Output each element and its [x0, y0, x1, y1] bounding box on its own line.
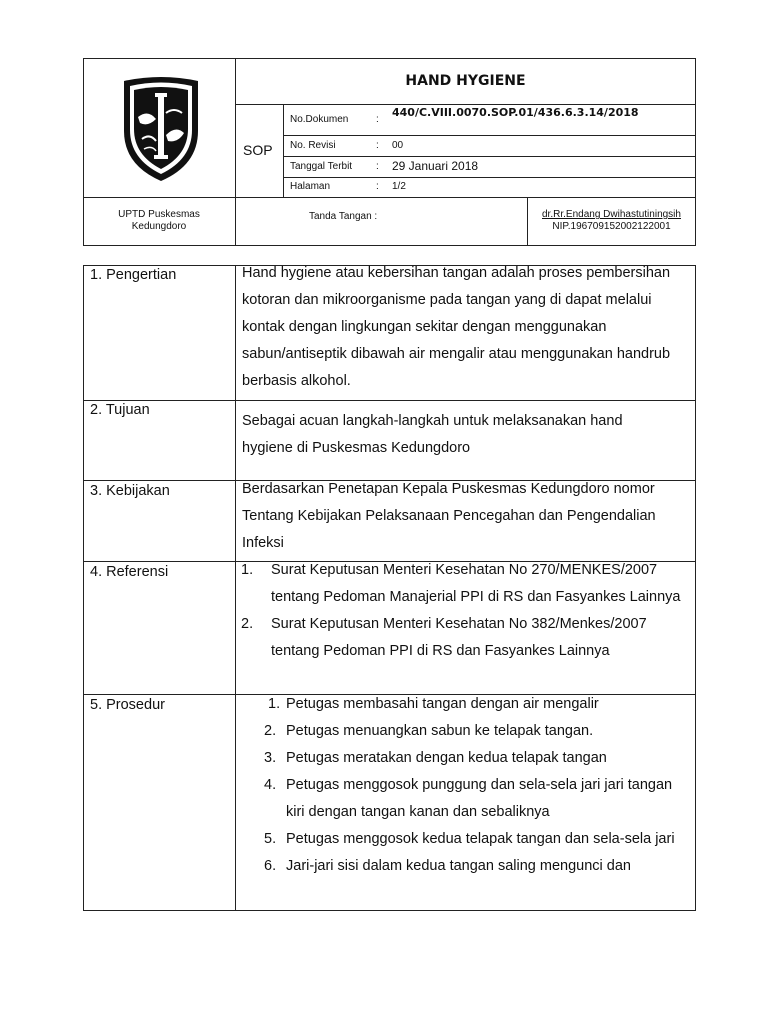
list-item-text: Jari-jari sisi dalam kedua tangan saling mengunci dan [286, 858, 631, 874]
list-item-text: Petugas meratakan dengan kedua telapak tangan [286, 750, 607, 766]
list-item-number: 1. [268, 696, 281, 712]
content-divider [83, 400, 696, 401]
list-item-text: Surat Keputusan Menteri Kesehatan No 270/MENKES/2007 tentang Pedoman Manajerial PPI di RS dan Fasyankes Lainnya [271, 562, 681, 605]
list-item-text: Petugas membasahi tangan dengan air mengalir [286, 696, 599, 712]
surabaya-city-crest-icon [118, 73, 204, 183]
list-item [264, 745, 692, 772]
list-item-text: Petugas menuangkan sabun ke telapak tangan. [286, 723, 594, 739]
header-divider [83, 197, 696, 198]
org-name-line2: Kedungdoro [131, 221, 187, 232]
list-item-number: 2. [241, 616, 254, 632]
section-label-pengertian: 1. Pengertian [90, 267, 177, 283]
section-text-pengertian: Hand hygiene atau kebersihan tangan adalah proses pembersihan kotoran dan mikroorganisme pada tangan yang di dapat melalui kontak dengan lingkungan sekitar dengan menggunakan sabun/antiseptik dibawah air mengalir atau menggunakan handrub berbasis alkohol. [242, 265, 671, 389]
list-item-number: 4. [264, 777, 277, 793]
city-crest-logo [118, 73, 204, 183]
signer-name: dr.Rr.Endang Dwihastutiningsih [542, 209, 681, 220]
prosedur-list [264, 691, 692, 880]
header-divider [235, 104, 696, 105]
header-divider [283, 104, 284, 197]
list-item-text: Surat Keputusan Menteri Kesehatan No 382/Menkes/2007 tentang Pedoman PPI di RS dan Fasyankes Lainnya [271, 616, 647, 659]
section-label-tujuan: 2. Tujuan [90, 402, 150, 418]
org-name-line1: UPTD Puskesmas [118, 209, 200, 220]
list-item [264, 826, 692, 853]
revision-value: 00 [392, 140, 404, 151]
list-item-number: 6. [264, 858, 277, 874]
section-label-referensi: 4. Referensi [90, 564, 169, 580]
list-item [241, 557, 681, 611]
header-divider [283, 135, 696, 136]
section-text-kebijakan: Berdasarkan Penetapan Kepala Puskesmas Kedungdoro nomor Tentang Kebijakan Pelaksanaan Pencegahan dan Pengendalian Infeksi [242, 481, 656, 551]
section-label-prosedur: 5. Prosedur [90, 697, 165, 713]
content-divider [235, 265, 236, 911]
list-item-number: 3. [264, 750, 277, 766]
doc-number-colon: : [376, 114, 379, 125]
header-divider [283, 156, 696, 157]
list-item-text: Petugas menggosok punggung dan sela-sela jari jari tangan kiri dengan tangan kanan dan sebaliknya [286, 777, 673, 820]
sop-label: SOP [243, 142, 273, 158]
doc-number-label: No.Dokumen [290, 114, 349, 125]
list-item [264, 772, 692, 826]
list-item [241, 611, 681, 665]
list-item-text: Petugas menggosok kedua telapak tangan dan sela-sela jari [286, 831, 675, 847]
doc-number-value: 440/C.VIII.0070.SOP.01/436.6.3.14/2018 [392, 106, 639, 119]
section-label-kebijakan: 3. Kebijakan [90, 483, 170, 499]
revision-colon: : [376, 140, 379, 151]
list-item [264, 853, 692, 880]
referensi-list [241, 557, 681, 665]
page-label: Halaman [290, 181, 331, 192]
signer-nip: NIP.196709152002122001 [552, 221, 671, 232]
page-value: 1/2 [392, 181, 406, 192]
signature-label: Tanda Tangan : [309, 211, 378, 222]
list-item-number: 1. [241, 562, 254, 578]
issue-date-value: 29 Januari 2018 [392, 159, 479, 173]
list-item-number: 2. [264, 723, 277, 739]
list-item-number: 5. [264, 831, 277, 847]
issue-date-label: Tanggal Terbit [290, 161, 353, 172]
section-text-tujuan: Sebagai acuan langkah-langkah untuk melaksanakan hand hygiene di Puskesmas Kedungdoro [242, 413, 623, 456]
list-item [264, 691, 692, 718]
issue-date-colon: : [376, 161, 379, 172]
document-title: HAND HYGIENE [405, 73, 526, 89]
header-divider [283, 177, 696, 178]
list-item [264, 718, 692, 745]
revision-label: No. Revisi [290, 140, 336, 151]
page-colon: : [376, 181, 379, 192]
